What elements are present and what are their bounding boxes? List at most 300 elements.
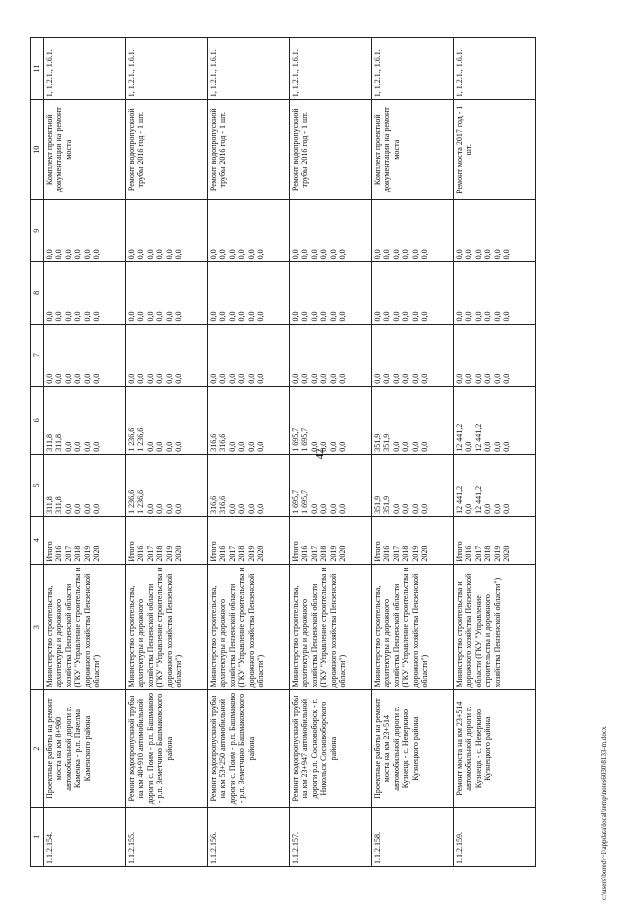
column-number-7: 7 (31, 324, 44, 386)
other-values (44, 200, 126, 262)
row-id: 1.1.2.155. (126, 807, 208, 866)
federal-values (208, 324, 290, 386)
value-line: 0,0 (63, 249, 73, 260)
value-line: 0,0 (419, 249, 429, 260)
value-line: 2018 (319, 545, 329, 562)
value-line: Итого (127, 541, 136, 562)
value-line: 0,0 (473, 249, 483, 260)
responsible-org: Министерство строительства, архитектуры и дорожного хозяйства Пензенской области (ГКУ "Управление строительства и дорожного хозяйства Пензенской области") (372, 564, 454, 690)
value-line: 1 695,7 (291, 427, 300, 452)
value-line: 1 236,6 (136, 427, 146, 452)
value-line: 311,8 (54, 434, 64, 452)
value-line: 0,0 (63, 441, 73, 452)
value-line: 0,0 (227, 249, 237, 260)
value-line: 311,8 (45, 434, 54, 452)
value-line: 2016 (54, 545, 64, 562)
value-line: 0,0 (483, 503, 493, 514)
value-line: 0,0 (401, 311, 411, 322)
year-list (44, 516, 126, 564)
value-line: 0,0 (155, 311, 165, 322)
value-line: 0,0 (145, 373, 155, 384)
value-line: 0,0 (91, 373, 101, 384)
value-line: 351,9 (382, 495, 392, 514)
value-line: 2017 (391, 545, 401, 562)
activity-title: Ремонт водопропускной трубы на км 23+947 автомобильной дороги р.п. Сосновоборск - г. Никольск Сосновоборского района (290, 690, 372, 807)
value-line: 0,0 (82, 311, 92, 322)
value-line: 0,0 (145, 441, 155, 452)
value-line: 0,0 (91, 249, 101, 260)
indicator-codes: 1, 1.2.1., 1.6.1. (126, 38, 208, 100)
value-line: 0,0 (309, 441, 319, 452)
column-number-3: 3 (31, 564, 44, 690)
value-line: 0,0 (73, 441, 83, 452)
value-line: 0,0 (464, 503, 474, 514)
value-line: 0,0 (501, 441, 511, 452)
value-line: 0,0 (473, 311, 483, 322)
table-row (454, 38, 536, 867)
footer-file-path: c:\users\bored\~1\appdata\local\temp\notes6030\8133-m.docx (600, 726, 608, 900)
value-line: 1 236,6 (136, 489, 146, 514)
value-line: 0,0 (501, 503, 511, 514)
value-line: 0,0 (492, 503, 502, 514)
value-line: 2020 (173, 545, 183, 562)
value-line: 0,0 (63, 311, 73, 322)
value-line: 0,0 (373, 373, 382, 384)
value-line: 0,0 (91, 311, 101, 322)
total-values (126, 454, 208, 516)
value-line: 0,0 (410, 503, 420, 514)
value-line: 0,0 (136, 249, 146, 260)
total-values (44, 454, 126, 516)
value-line: 0,0 (401, 373, 411, 384)
value-line: 0,0 (483, 311, 493, 322)
value-line: 0,0 (227, 441, 237, 452)
value-line: 0,0 (391, 441, 401, 452)
other-values (454, 200, 536, 262)
value-line: 1 236,6 (127, 489, 136, 514)
value-line: 1 695,7 (300, 489, 310, 514)
value-line: 0,0 (300, 373, 310, 384)
indicator-codes: 1, 1.2.1., 1.6.1. (208, 38, 290, 100)
value-line: 0,0 (391, 503, 401, 514)
regional-values (454, 386, 536, 454)
value-line: 0,0 (255, 503, 265, 514)
value-line: 0,0 (73, 249, 83, 260)
expected-result: Комплект проектной документации на ремонт моста (44, 100, 126, 200)
value-line: 0,0 (319, 373, 329, 384)
value-line: 0,0 (237, 373, 247, 384)
value-line: 0,0 (501, 311, 511, 322)
value-line: 0,0 (237, 249, 247, 260)
responsible-org: Министерство строительства и дорожного хозяйства Пензенской области (ГКУ "Управление строительства и дорожного хозяйства Пензенской области") (454, 564, 536, 690)
row-id: 1.1.2.156. (208, 807, 290, 866)
value-line: 0,0 (373, 249, 382, 260)
value-line: 0,0 (391, 311, 401, 322)
value-line: 0,0 (328, 503, 338, 514)
value-line: Итого (45, 541, 54, 562)
table-row (44, 38, 126, 867)
value-line: 0,0 (319, 249, 329, 260)
value-line: 2020 (337, 545, 347, 562)
value-line: 0,0 (218, 249, 228, 260)
value-line: 0,0 (164, 373, 174, 384)
value-line: 0,0 (63, 373, 73, 384)
value-line: 0,0 (173, 373, 183, 384)
value-line: 0,0 (319, 503, 329, 514)
program-table (30, 37, 536, 867)
table-row (126, 38, 208, 867)
value-line: 0,0 (45, 249, 54, 260)
other-values (372, 200, 454, 262)
value-line: 0,0 (328, 311, 338, 322)
value-line: 2019 (328, 545, 338, 562)
value-line: 0,0 (155, 441, 165, 452)
value-line: 0,0 (337, 249, 347, 260)
value-line: 0,0 (300, 311, 310, 322)
value-line: 0,0 (227, 311, 237, 322)
local-values (208, 262, 290, 324)
value-line: 0,0 (82, 373, 92, 384)
value-line: 2019 (82, 545, 92, 562)
table-row (372, 38, 454, 867)
value-line: 0,0 (464, 311, 474, 322)
responsible-org: Министерство строительства, архитектуры и дорожного хозяйства Пензенской области (ГКУ "Управление строительства и дорожного хозяйства Пензенской области") (290, 564, 372, 690)
other-values (126, 200, 208, 262)
indicator-codes: 1, 1.2.1., 1.6.1. (290, 38, 372, 100)
expected-result: Ремонт водопропускной трубы 2016 год - 1 шт. (208, 100, 290, 200)
value-line: 0,0 (91, 441, 101, 452)
expected-result: Ремонт водопропускной трубы 2016 год - 1 шт. (126, 100, 208, 200)
value-line: 0,0 (45, 311, 54, 322)
value-line: 0,0 (173, 249, 183, 260)
value-line: 2020 (91, 545, 101, 562)
value-line: 2018 (73, 545, 83, 562)
value-line: 0,0 (173, 503, 183, 514)
value-line: 0,0 (73, 503, 83, 514)
value-line: 0,0 (309, 503, 319, 514)
expected-result: Комплект проектной документации на ремонт моста (372, 100, 454, 200)
value-line: 0,0 (391, 373, 401, 384)
activity-title: Ремонт водопропускной трубы на км 53+250 автомобильной дороги с. Поим - р.п. Башмаково - р.п. Земетчино Башмаковского района (208, 690, 290, 807)
table-row (290, 38, 372, 867)
year-list (454, 516, 536, 564)
value-line: 2017 (145, 545, 155, 562)
value-line: Итого (209, 541, 218, 562)
value-line: 0,0 (255, 441, 265, 452)
value-line: 0,0 (145, 503, 155, 514)
value-line: 0,0 (209, 311, 218, 322)
value-line: 0,0 (401, 249, 411, 260)
value-line: 0,0 (227, 503, 237, 514)
value-line: Итого (373, 541, 382, 562)
value-line: 1 236,6 (127, 427, 136, 452)
local-values (44, 262, 126, 324)
value-line: 0,0 (164, 503, 174, 514)
value-line: 0,0 (382, 373, 392, 384)
value-line: 0,0 (501, 249, 511, 260)
local-values (126, 262, 208, 324)
other-values (290, 200, 372, 262)
value-line: 0,0 (473, 373, 483, 384)
federal-values (44, 324, 126, 386)
value-line: 0,0 (82, 441, 92, 452)
value-line: 0,0 (291, 311, 300, 322)
value-line: 351,9 (382, 433, 392, 452)
regional-values (208, 386, 290, 454)
value-line: 316,6 (218, 495, 228, 514)
value-line: 12 441,2 (455, 485, 464, 514)
value-line: 0,0 (155, 373, 165, 384)
value-line: 0,0 (255, 311, 265, 322)
value-line: 0,0 (410, 373, 420, 384)
activity-title: Ремонт водопропускной трубы на км 40+910 автомобильной дороги с. Поим - р.п. Башмаково - р.п. Земетчино Башмаковского района (126, 690, 208, 807)
regional-values (44, 386, 126, 454)
row-id: 1.1.2.158. (372, 807, 454, 866)
total-values (372, 454, 454, 516)
value-line: 0,0 (173, 311, 183, 322)
value-line: 0,0 (255, 249, 265, 260)
expected-result: Ремонт водопропускной трубы 2016 год - 1 шт. (290, 100, 372, 200)
activity-title: Проектные работы на ремонт моста на км 8+980 автомобильной дороги г. Каменка - р.п. Пачелма Каменского района (44, 690, 126, 807)
table-row (208, 38, 290, 867)
value-line: 0,0 (246, 249, 256, 260)
value-line: 0,0 (410, 249, 420, 260)
value-line: 0,0 (319, 441, 329, 452)
value-line: 0,0 (309, 373, 319, 384)
value-line: 1 695,7 (300, 427, 310, 452)
column-number-9: 9 (31, 200, 44, 262)
value-line: 2019 (492, 545, 502, 562)
value-line: 0,0 (227, 373, 237, 384)
value-line: 0,0 (291, 373, 300, 384)
value-line: 351,9 (373, 495, 382, 514)
value-line: 311,8 (45, 496, 54, 514)
value-line: 0,0 (145, 311, 155, 322)
value-line: 0,0 (155, 503, 165, 514)
indicator-codes: 1, 1.2.1., 1.6.1. (372, 38, 454, 100)
value-line: 0,0 (401, 503, 411, 514)
local-values (372, 262, 454, 324)
value-line: 2016 (464, 545, 474, 562)
value-line: 0,0 (127, 311, 136, 322)
value-line: 0,0 (419, 441, 429, 452)
local-values (454, 262, 536, 324)
value-line: 0,0 (492, 373, 502, 384)
value-line: 2018 (401, 545, 411, 562)
column-number-8: 8 (31, 262, 44, 324)
value-line: 0,0 (237, 311, 247, 322)
value-line: 2019 (410, 545, 420, 562)
value-line: 2016 (218, 545, 228, 562)
value-line: 0,0 (483, 249, 493, 260)
value-line: 351,9 (373, 433, 382, 452)
other-values (208, 200, 290, 262)
value-line: 0,0 (337, 503, 347, 514)
value-line: 0,0 (337, 373, 347, 384)
value-line: 0,0 (337, 441, 347, 452)
value-line: 0,0 (483, 373, 493, 384)
value-line: 0,0 (127, 373, 136, 384)
value-line: 1 695,7 (291, 489, 300, 514)
activity-title: Проектные работы на ремонт моста на км 23+514 автомобильной дороги г. Кузнецк - с. Неверкино Кузнецкого района (372, 690, 454, 807)
value-line: 0,0 (455, 249, 464, 260)
page-number: 42 (314, 448, 326, 460)
federal-values (454, 324, 536, 386)
row-id: 1.1.2.154. (44, 807, 126, 866)
federal-values (126, 324, 208, 386)
column-number-1: 1 (31, 807, 44, 866)
value-line: 0,0 (73, 311, 83, 322)
row-id: 1.1.2.159. (454, 807, 536, 866)
value-line: 0,0 (173, 441, 183, 452)
value-line: 0,0 (54, 373, 64, 384)
value-line: 0,0 (337, 311, 347, 322)
column-number-6: 6 (31, 386, 44, 454)
value-line: 0,0 (328, 373, 338, 384)
value-line: 0,0 (73, 373, 83, 384)
value-line: 0,0 (237, 441, 247, 452)
value-line: 0,0 (218, 373, 228, 384)
value-line: 0,0 (309, 249, 319, 260)
value-line: 0,0 (328, 249, 338, 260)
value-line: 12 441,2 (473, 485, 483, 514)
column-number-2: 2 (31, 690, 44, 807)
value-line: 0,0 (127, 249, 136, 260)
value-line: 2019 (164, 545, 174, 562)
expected-result: Ремонт моста 2017 год - 1 шт. (454, 100, 536, 200)
value-line: 316,6 (209, 495, 218, 514)
indicator-codes: 1, 1.2.1., 1.6.1. (454, 38, 536, 100)
value-line: 0,0 (237, 503, 247, 514)
value-line: 2018 (237, 545, 247, 562)
value-line: 2020 (255, 545, 265, 562)
value-line: 2017 (63, 545, 73, 562)
year-list (372, 516, 454, 564)
value-line: 0,0 (419, 503, 429, 514)
value-line: 2017 (473, 545, 483, 562)
federal-values (372, 324, 454, 386)
value-line: 0,0 (492, 311, 502, 322)
regional-values (126, 386, 208, 454)
value-line: 0,0 (300, 249, 310, 260)
value-line: 0,0 (246, 373, 256, 384)
responsible-org: Министерство строительства, архитектуры и дорожного хозяйства Пензенской области (ГКУ "Управление строительства и дорожного хозяйства Пензенской области") (44, 564, 126, 690)
value-line: 2018 (483, 545, 493, 562)
value-line: 0,0 (82, 249, 92, 260)
value-line: Итого (291, 541, 300, 562)
regional-values (290, 386, 372, 454)
regional-values (372, 386, 454, 454)
value-line: 0,0 (255, 373, 265, 384)
value-line: Итого (455, 541, 464, 562)
value-line: 0,0 (63, 503, 73, 514)
value-line: 0,0 (464, 249, 474, 260)
value-line: 0,0 (54, 249, 64, 260)
value-line: 2016 (300, 545, 310, 562)
value-line: 0,0 (391, 249, 401, 260)
value-line: 316,6 (218, 433, 228, 452)
value-line: 2020 (501, 545, 511, 562)
value-line: 0,0 (319, 311, 329, 322)
value-line: 311,8 (54, 496, 64, 514)
value-line: 0,0 (136, 311, 146, 322)
value-line: 2019 (246, 545, 256, 562)
value-line: 0,0 (501, 373, 511, 384)
value-line: 0,0 (209, 373, 218, 384)
value-line: 0,0 (410, 441, 420, 452)
value-line: 0,0 (136, 373, 146, 384)
value-line: 0,0 (291, 249, 300, 260)
column-number-row (31, 38, 44, 867)
year-list (290, 516, 372, 564)
value-line: 0,0 (464, 373, 474, 384)
value-line: 0,0 (218, 311, 228, 322)
column-number-11: 11 (31, 38, 44, 100)
value-line: 0,0 (209, 249, 218, 260)
value-line: 0,0 (82, 503, 92, 514)
value-line: 0,0 (455, 311, 464, 322)
value-line: 12 441,2 (455, 423, 464, 452)
column-number-10: 10 (31, 100, 44, 200)
value-line: 0,0 (164, 311, 174, 322)
total-values (454, 454, 536, 516)
value-line: 0,0 (410, 311, 420, 322)
value-line: 0,0 (373, 311, 382, 322)
federal-values (290, 324, 372, 386)
responsible-org: Министерство строительства, архитектуры и дорожного хозяйства Пензенской области (ГКУ "Управление строительства и дорожного хозяйства Пензенской области") (126, 564, 208, 690)
value-line: 2016 (382, 545, 392, 562)
value-line: 0,0 (464, 441, 474, 452)
program-table-body (44, 38, 536, 867)
value-line: 0,0 (382, 249, 392, 260)
value-line: 12 441,2 (473, 423, 483, 452)
total-values (208, 454, 290, 516)
value-line: 2017 (309, 545, 319, 562)
activity-title: Ремонт моста на км 23+514 автомобильной дороги г. Кузнецк - с. Неверкино Кузнецкого района (454, 690, 536, 807)
value-line: 0,0 (45, 373, 54, 384)
year-list (208, 516, 290, 564)
year-list (126, 516, 208, 564)
value-line: 2017 (227, 545, 237, 562)
value-line: 0,0 (492, 249, 502, 260)
row-id: 1.1.2.157. (290, 807, 372, 866)
value-line: 0,0 (91, 503, 101, 514)
column-number-4: 4 (31, 516, 44, 564)
value-line: 0,0 (246, 441, 256, 452)
value-line: 316,6 (209, 433, 218, 452)
program-table-sheet (30, 37, 600, 867)
indicator-codes: 1, 1.2.1., 1.6.1. (44, 38, 126, 100)
value-line: 0,0 (309, 311, 319, 322)
value-line: 0,0 (492, 441, 502, 452)
value-line: 0,0 (246, 503, 256, 514)
value-line: 0,0 (419, 311, 429, 322)
value-line: 0,0 (455, 373, 464, 384)
value-line: 0,0 (145, 249, 155, 260)
value-line: 0,0 (328, 441, 338, 452)
responsible-org: Министерство строительства, архитектуры и дорожного хозяйства Пензенской области (ГКУ "Управление строительства и дорожного хозяйства Пензенской области") (208, 564, 290, 690)
value-line: 0,0 (164, 249, 174, 260)
value-line: 0,0 (401, 441, 411, 452)
value-line: 2020 (419, 545, 429, 562)
value-line: 0,0 (54, 311, 64, 322)
value-line: 0,0 (419, 373, 429, 384)
local-values (290, 262, 372, 324)
value-line: 0,0 (382, 311, 392, 322)
value-line: 0,0 (155, 249, 165, 260)
value-line: 2016 (136, 545, 146, 562)
total-values (290, 454, 372, 516)
